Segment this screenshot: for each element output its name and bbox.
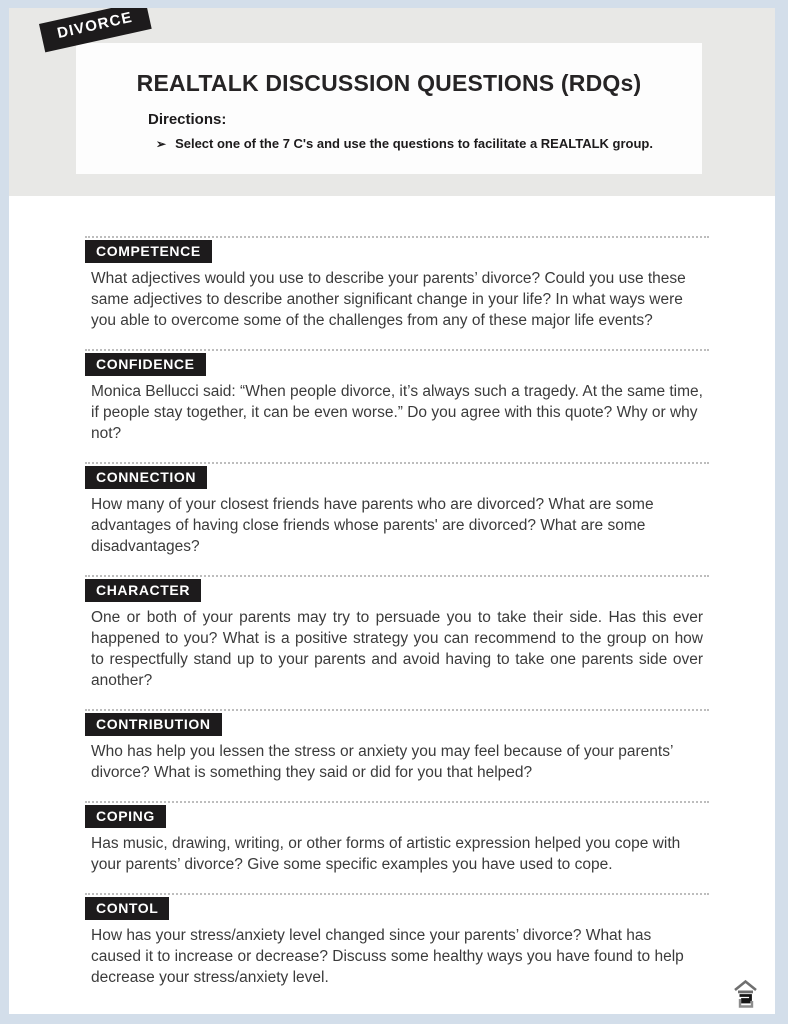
questions-list [9,196,775,988]
section-question: Who has help you lessen the stress or anxiety you may feel because of your parents’ divorce? What is something they said or did for you that helped? [91,743,673,781]
header-band [9,8,775,196]
arrow-bullet-icon: ➢ [156,137,167,151]
section-label: COMPETENCE [85,240,212,263]
section-question: Monica Bellucci said: “When people divorce, it’s always such a tragedy. At the same time, if people stay together, it can be even worse.” Do you agree with this quote? Why or why not? [91,383,703,442]
section-question: What adjectives would you use to describe your parents’ divorce? Could you use these same adjectives to describe another significant change in your life? In what ways were you able to overcome some of the challenges from any of these major life events? [91,270,686,329]
section-character [85,575,709,691]
section-question: How many of your closest friends have parents who are divorced? What are some advantages of having close friends whose parents' are divorced? What are some disadvantages? [91,496,654,555]
directions-heading: Directions: [148,111,227,128]
section-question: Has music, drawing, writing, or other forms of artistic expression helped you cope with your parents’ divorce? Give some specific examples you have used to cope. [91,835,681,873]
home-icon [732,979,759,1008]
section-label: COPING [85,805,166,828]
section-label: CONFIDENCE [85,353,206,376]
directions-item [156,136,702,151]
section-confidence [85,349,709,444]
section-label: CONNECTION [85,466,207,489]
page-title: REALTALK DISCUSSION QUESTIONS (RDQs) [136,70,642,96]
section-label: CONTRIBUTION [85,713,222,736]
section-label: CHARACTER [85,579,201,602]
divorce-tag: DIVORCE [39,8,151,52]
section-connection [85,462,709,557]
section-question: How has your stress/anxiety level changed since your parents’ divorce? What has caused it to increase or decrease? Discuss some healthy ways you have found to help decrease your stress/anxiety level. [91,927,684,986]
worksheet-page [9,8,775,1014]
section-question: One or both of your parents may try to persuade you to take their side. Has this ever happened to you? What is a positive strategy you can recommend to the group on how to respectfully stand up to your parents and avoid having to take one parents side over another? [91,609,703,689]
section-competence [85,236,709,331]
section-contribution [85,709,709,783]
section-coping [85,801,709,875]
directions-text: Select one of the 7 C's and use the questions to facilitate a REALTALK group. [175,136,653,151]
header-card [76,43,702,174]
section-contol [85,893,709,988]
section-label: CONTOL [85,897,169,920]
